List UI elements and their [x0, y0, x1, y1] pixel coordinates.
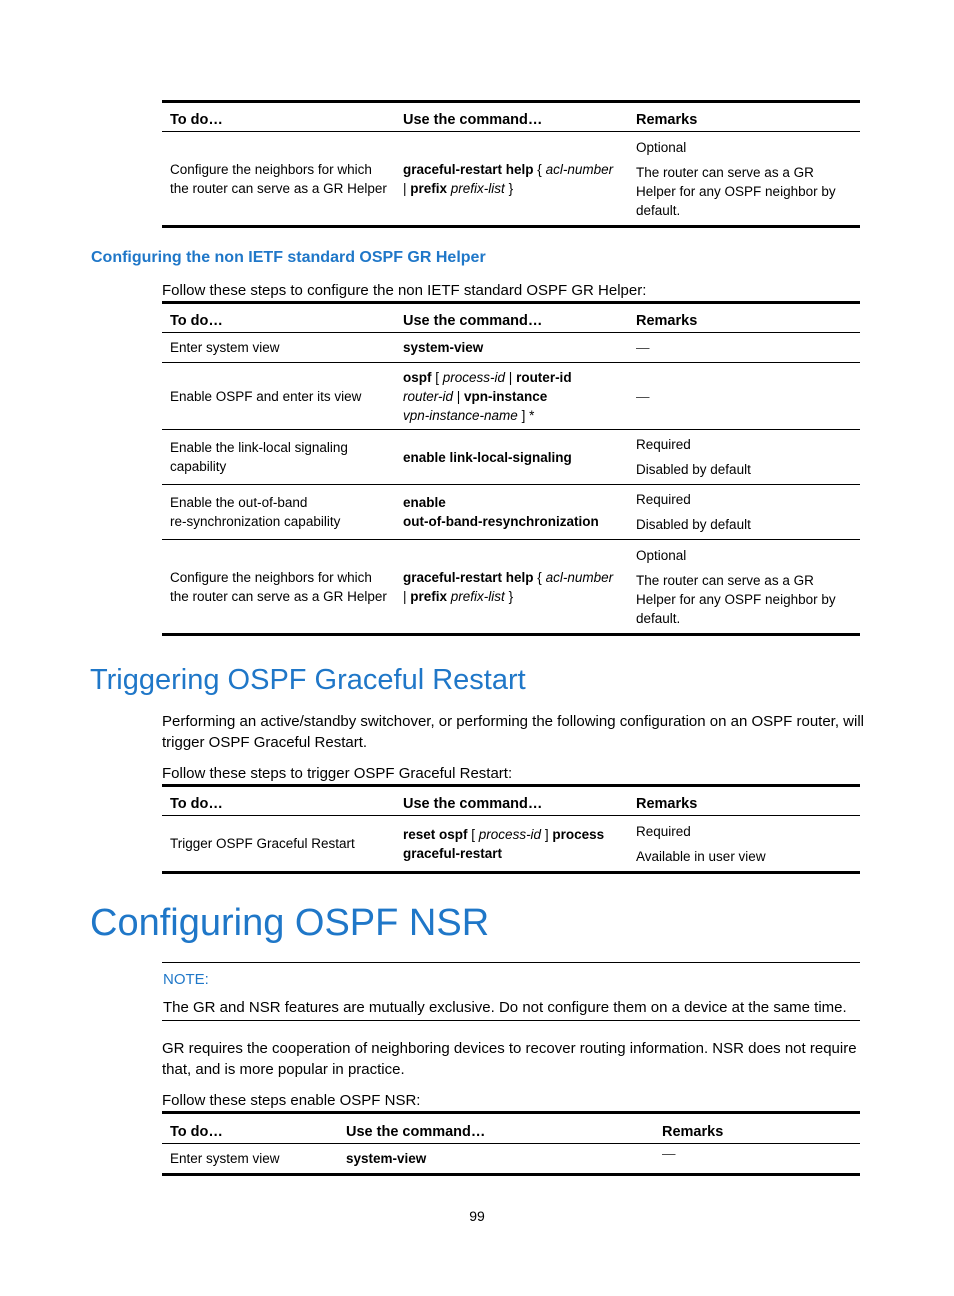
table-row	[162, 430, 860, 485]
command-cell: system-view	[346, 1151, 427, 1166]
todo-cell: Enable the out-of-band re-synchronization capability	[170, 495, 341, 529]
column-header: Use the command…	[403, 313, 543, 329]
command-cell: reset ospf [ process-id ] process graceful-restart	[403, 826, 605, 861]
todo-cell: Enable OSPF and enter its view	[170, 388, 362, 404]
command-cell: graceful-restart help { acl-number | prefix prefix-list }	[403, 569, 614, 604]
non-ietf-helper-table	[162, 301, 860, 636]
table-header-row	[162, 303, 860, 333]
column-header: To do…	[170, 313, 223, 329]
nsr-table	[162, 1111, 860, 1176]
remarks-cell: —	[636, 388, 650, 404]
table-row	[162, 485, 860, 540]
note-text: The GR and NSR features are mutually exclusive. Do not configure them on a device at the same time.	[163, 999, 847, 1016]
table-header-row	[162, 102, 860, 132]
table-row	[162, 363, 860, 430]
body-paragraph: Performing an active/standby switchover, or performing the following configuration on an OSPF router, will trigger OSPF Graceful Restart.	[162, 713, 865, 751]
remarks-cell: Optional The router can serve as a GR Helper for any OSPF neighbor by default.	[636, 547, 836, 626]
remarks-cell: Required Available in user view	[636, 823, 766, 864]
command-cell: ospf [ process-id | router-id router-id | vpn-instance vpn-instance-name ] *	[403, 369, 572, 423]
note-label: NOTE:	[163, 971, 209, 988]
command-cell: enable link-local-signaling	[403, 449, 572, 465]
remarks-cell: —	[662, 1146, 676, 1161]
column-header: Use the command…	[403, 112, 543, 128]
remarks-cell: Optional The router can serve as a GR Helper for any OSPF neighbor by default.	[636, 139, 836, 218]
column-header: Use the command…	[403, 796, 543, 812]
section-heading: Configuring the non IETF standard OSPF GR Helper	[91, 249, 486, 266]
column-header: Remarks	[636, 112, 698, 128]
column-header: To do…	[170, 112, 223, 128]
table-row	[162, 333, 860, 363]
column-header: Remarks	[662, 1124, 724, 1140]
column-header: Remarks	[636, 313, 698, 329]
command-cell: graceful-restart help { acl-number | prefix prefix-list }	[403, 161, 614, 196]
trigger-gr-table	[162, 784, 860, 874]
intro-text: Follow these steps enable OSPF NSR:	[162, 1092, 421, 1109]
todo-cell: Enter system view	[170, 1151, 280, 1166]
todo-cell: Configure the neighbors for which the router can serve as a GR Helper	[170, 161, 387, 196]
page-number: 99	[469, 1208, 485, 1224]
column-header: To do…	[170, 1124, 223, 1140]
section-heading: Triggering OSPF Graceful Restart	[90, 664, 526, 696]
table-header-row	[162, 786, 860, 816]
table-row	[162, 1144, 860, 1175]
command-cell: enable out-of-band-resynchronization	[403, 495, 599, 529]
todo-cell: Configure the neighbors for which the router can serve as a GR Helper	[170, 569, 387, 604]
intro-text: Follow these steps to trigger OSPF Graceful Restart:	[162, 765, 513, 782]
gr-helper-table	[162, 100, 860, 228]
todo-cell: Enter system view	[170, 340, 280, 355]
column-header: Remarks	[636, 796, 698, 812]
command-cell: system-view	[403, 340, 484, 355]
remarks-cell: Required Disabled by default	[636, 492, 751, 532]
column-header: To do…	[170, 796, 223, 812]
table-row	[162, 540, 860, 635]
remarks-cell: Required Disabled by default	[636, 437, 751, 477]
table-row	[162, 816, 860, 873]
body-paragraph: GR requires the cooperation of neighboring devices to recover routing information. NSR does not require that, and is more popular in practice.	[162, 1040, 857, 1078]
table-row	[162, 132, 860, 227]
note-box	[162, 962, 860, 1021]
intro-text: Follow these steps to configure the non IETF standard OSPF GR Helper:	[162, 282, 647, 299]
column-header: Use the command…	[346, 1124, 486, 1140]
todo-cell: Trigger OSPF Graceful Restart	[170, 836, 355, 851]
todo-cell: Enable the link-local signaling capability	[170, 440, 348, 474]
table-header-row	[162, 1113, 860, 1144]
chapter-heading: Configuring OSPF NSR	[90, 902, 490, 944]
remarks-cell: —	[636, 340, 650, 355]
